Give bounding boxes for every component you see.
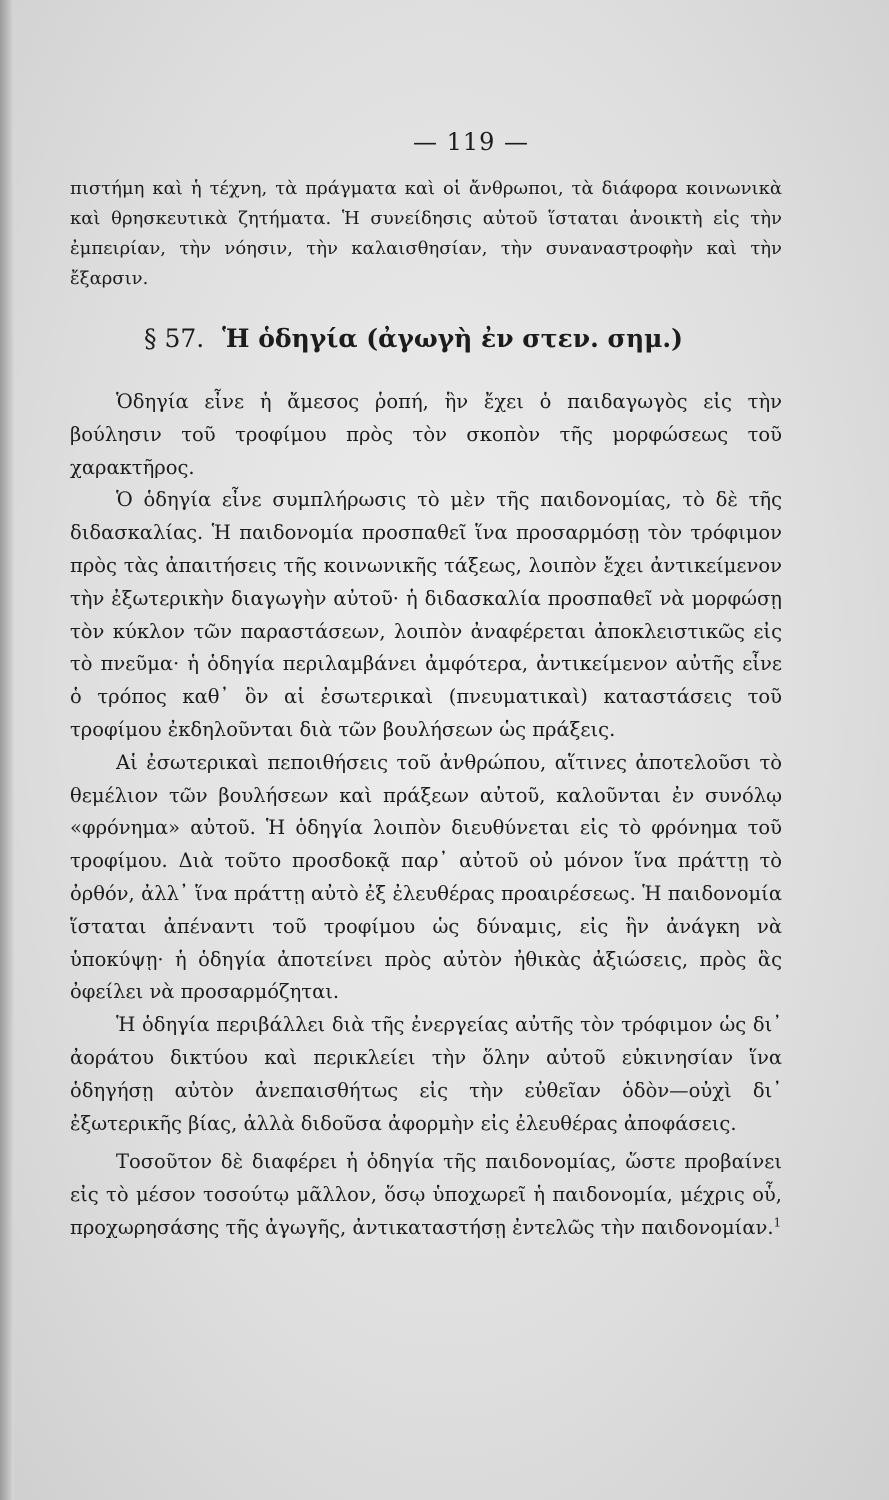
footnote-marker: 1: [773, 1215, 782, 1230]
paragraph-definition: Ὁδηγία εἶνε ἡ ἄμεσος ῥοπή, ἣν ἔχει ὁ παιδαγωγὸς εἰς τὴν βούλησιν τοῦ τροφίμου πρὸς τὸν σκοπὸν τῆς μορφώσεως τοῦ χαρακτῆρος.: [70, 390, 782, 479]
paragraph-conclusion-text: Τοσοῦτον δὲ διαφέρει ἡ ὁδηγία τῆς παιδονομίας, ὥστε προβαίνει εἰς τὸ μέσον τοσούτῳ μᾶλλον, ὅσῳ ὑποχωρεῖ ἡ παιδονομία, μέχρις οὗ, προχωρησάσης τῆς ἀγωγῆς, ἀντικαταστήσῃ ἐντελῶς τὴν παιδονομίαν.: [70, 1150, 782, 1239]
book-page: [70, 128, 782, 1245]
intro-paragraph: πιστήμη καὶ ἡ τέχνη, τὰ πράγματα καὶ οἱ ἄνθρωποι, τὰ διάφορα κοινωνικὰ καὶ θρησκευτικὰ ζητήματα. Ἡ συνείδησις αὐτοῦ ἵσταται ἀνοικτὴ εἰς τὴν ἐμπειρίαν, τὴν νόησιν, τὴν καλαισθησίαν, τὴν συναναστροφὴν καὶ τὴν ἔξαρσιν.: [70, 178, 782, 289]
section-heading: [70, 322, 782, 356]
paragraph-relation: Ὁ ὁδηγία εἶνε συμπλήρωσις τὸ μὲν τῆς παιδονομίας, τὸ δὲ τῆς διδασκαλίας. Ἡ παιδονομία προσπαθεῖ ἵνα προσαρμόσῃ τὸν τρόφιμον πρὸς τὰς ἀπαιτήσεις τῆς κοινωνικῆς τάξεως, λοιπὸν ἔχει ἀντικείμενον τὴν ἐξωτερικὴν διαγωγὴν αὐτοῦ· ἡ διδασκαλία προσπαθεῖ νὰ μορφώσῃ τὸν κύκλον τῶν παραστάσεων, λοιπὸν ἀναφέρεται ἀποκλειστικῶς εἰς τὸ πνεῦμα· ἡ ὁδηγία περιλαμβάνει ἀμφότερα, ἀντικείμενον αὐτῆς εἶνε ὁ τρόπος καθ᾽ ὃν αἱ ἐσωτερικαὶ (πνευματικαὶ) καταστάσεις τοῦ τροφίμου ἐκδηλοῦνται διὰ τῶν βουλήσεων ὡς πράξεις.: [70, 488, 782, 741]
paragraph-network: Ἡ ὁδηγία περιβάλλει διὰ τῆς ἐνεργείας αὐτῆς τὸν τρόφιμον ὡς δι᾽ ἀοράτου δικτύου καὶ περικλείει τὴν ὅλην αὐτοῦ εὐκινησίαν ἵνα ὁδηγήσῃ αὐτὸν ἀνεπαισθήτως εἰς τὴν εὐθεῖαν ὁδὸν—οὐχὶ δι᾽ ἐξωτερικῆς βίας, ἀλλὰ διδοῦσα ἀφορμὴν εἰς ἐλευθέρας ἀποφάσεις.: [70, 1013, 782, 1135]
book-spine-shadow: [0, 0, 14, 1500]
section-number: § 57.: [144, 324, 205, 353]
paragraph-phronema: Αἱ ἐσωτερικαὶ πεποιθήσεις τοῦ ἀνθρώπου, αἵτινες ἀποτελοῦσι τὸ θεμέλιον τῶν βουλήσεων καὶ πράξεων αὐτοῦ, καλοῦνται ἐν συνόλῳ «φρόνημα» αὐτοῦ. Ἡ ὁδηγία λοιπὸν διευθύνεται εἰς τὸ φρόνημα τοῦ τροφίμου. Διὰ τοῦτο προσδοκᾷ παρ᾽ αὐτοῦ οὐ μόνον ἵνα πράττῃ τὸ ὀρθόν, ἀλλ᾽ ἵνα πράττῃ αὐτὸ ἐξ ἐλευθέρας προαιρέσεως. Ἡ παιδονομία ἵσταται ἀπέναντι τοῦ τροφίμου ὡς δύναμις, εἰς ἣν ἀνάγκη νὰ ὑποκύψῃ· ἡ ὁδηγία ἀποτείνει πρὸς αὐτὸν ἠθικὰς ἀξιώσεις, πρὸς ἃς ὀφείλει νὰ προσαρμόζηται.: [70, 750, 782, 1004]
page-number: — 119 —: [412, 128, 530, 156]
section-title: Ἡ ὁδηγία (ἀγωγὴ ἐν στεν. σημ.): [222, 324, 683, 353]
paragraph-conclusion: [70, 1146, 782, 1244]
